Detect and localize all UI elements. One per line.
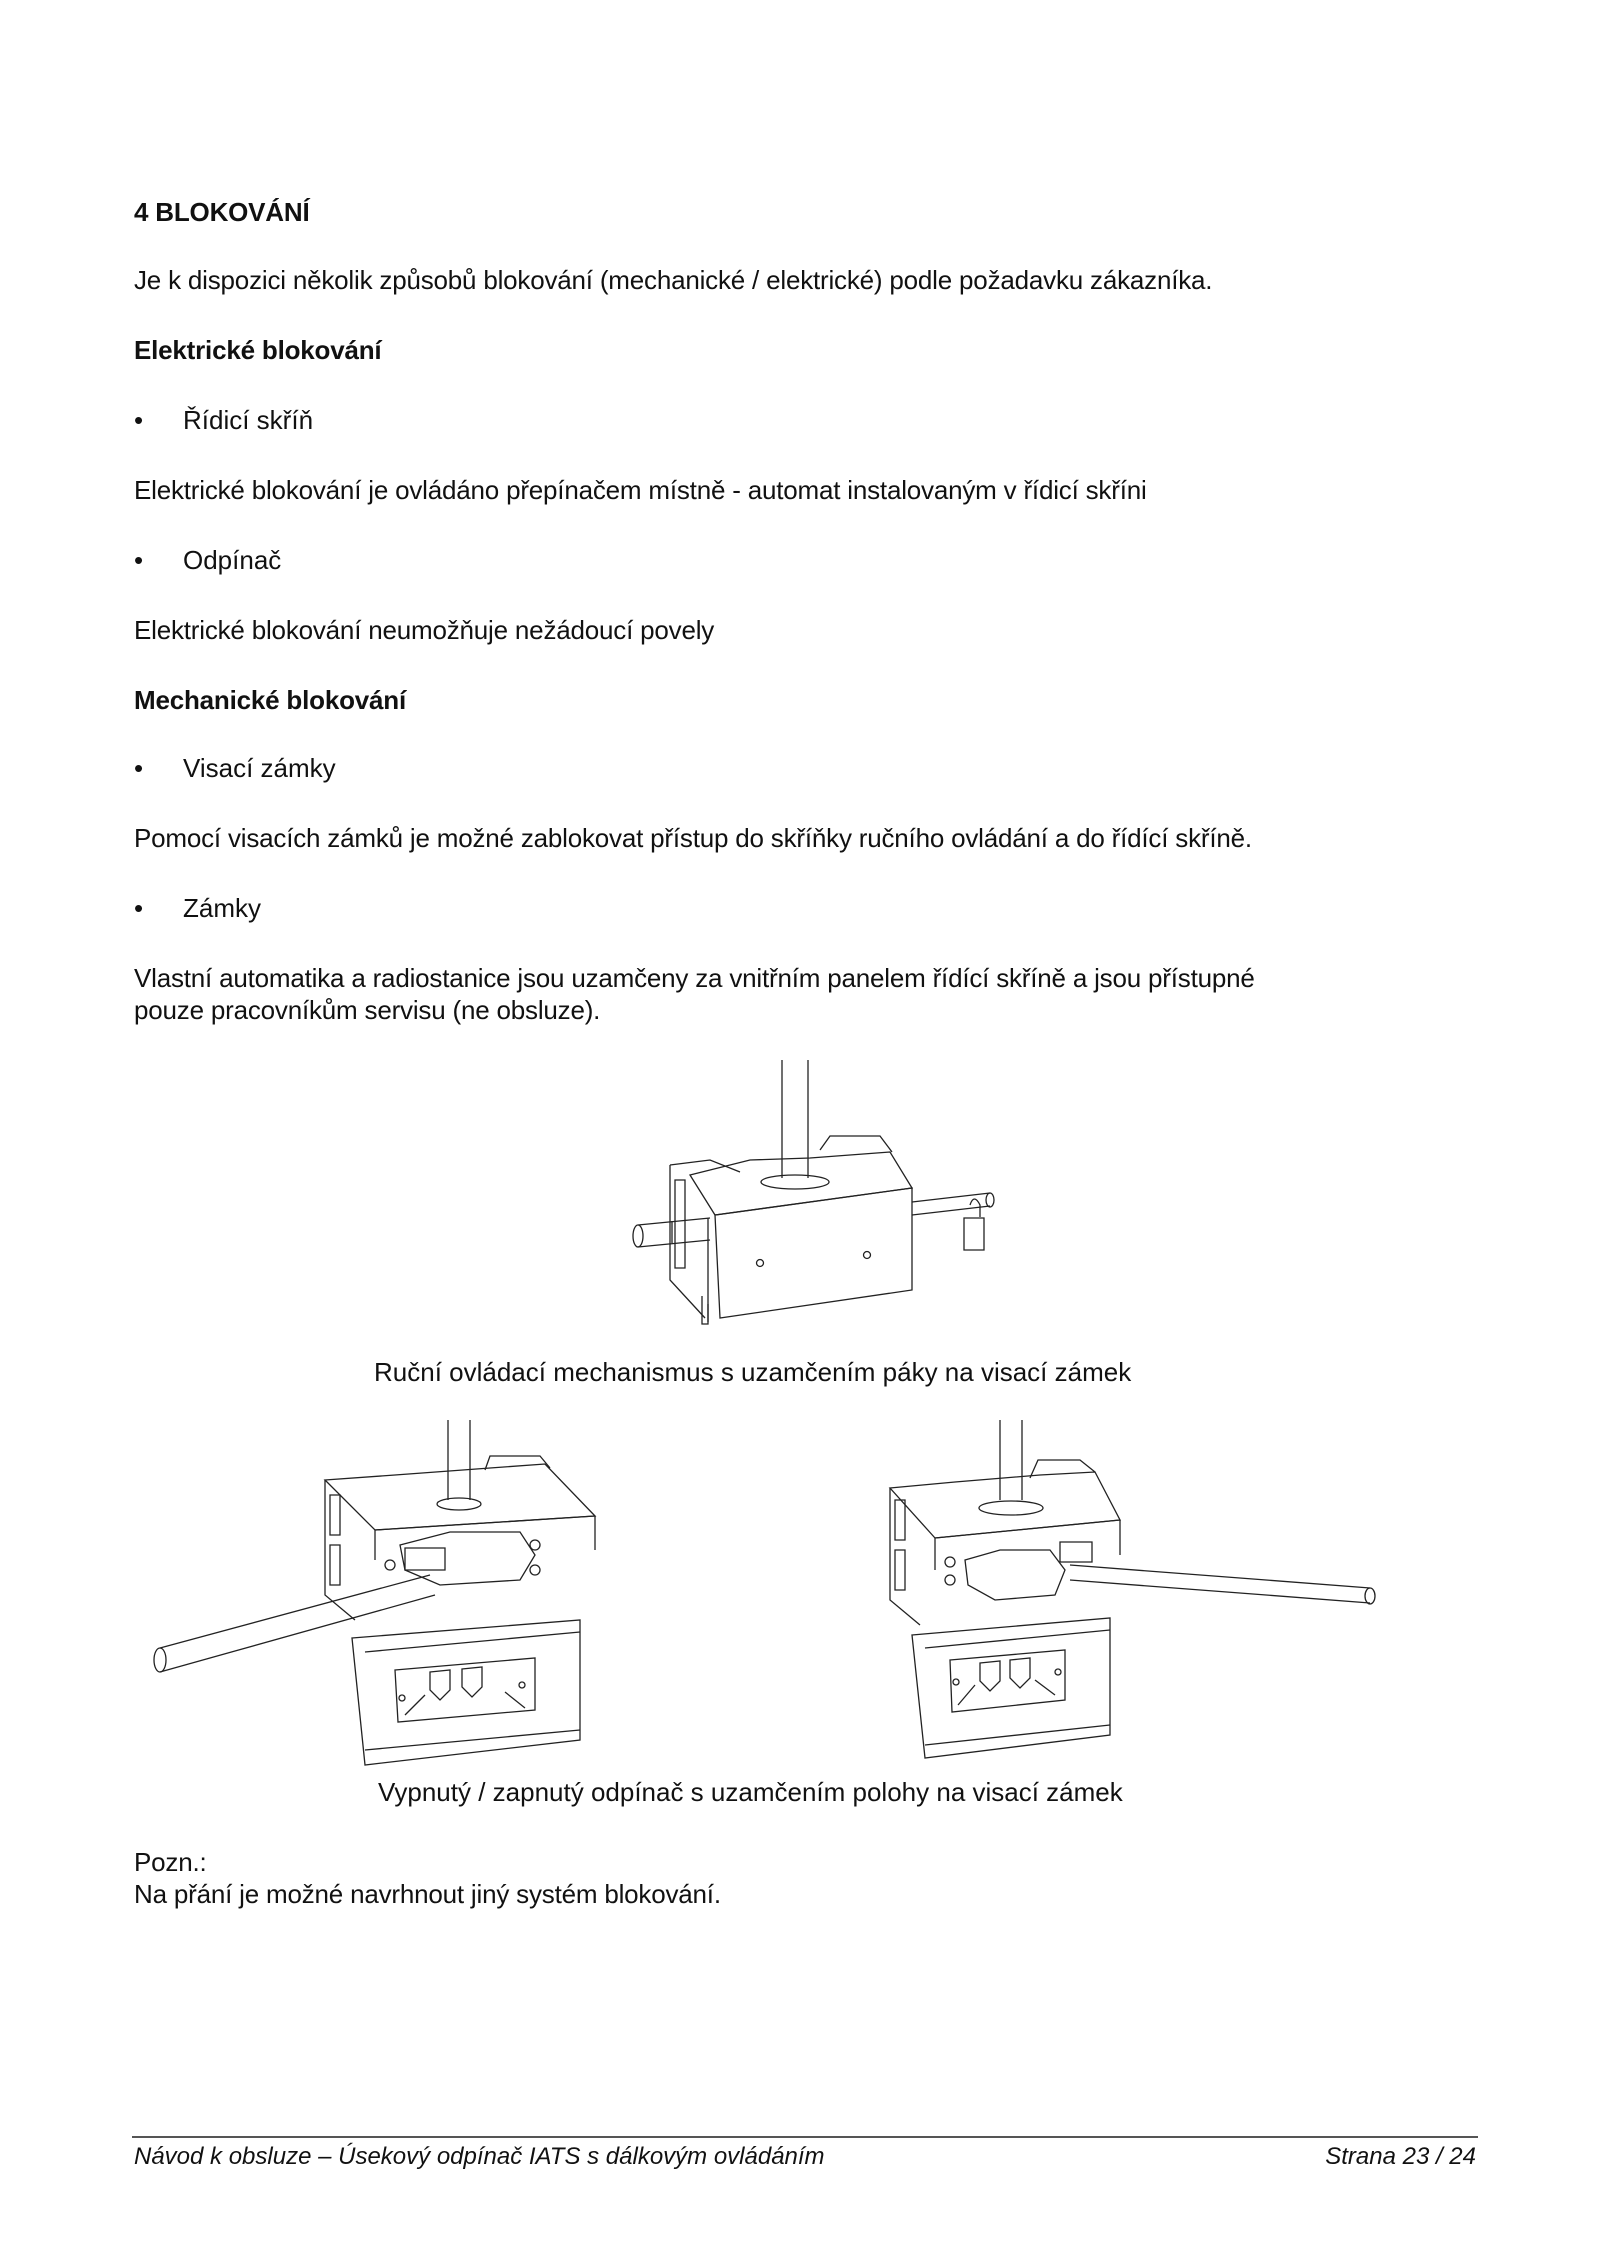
electrical-heading: Elektrické blokování xyxy=(134,335,382,365)
disconnector-off-illustration xyxy=(140,1420,620,1780)
footer-document-title: Návod k obsluze – Úsekový odpínač IATS s dálkovým ovládáním xyxy=(134,2143,825,2170)
locks-paragraph-line2: pouze pracovníkům servisu (ne obsluze). xyxy=(134,995,601,1025)
intro-paragraph: Je k dispozici několik způsobů blokování (mechanické / elektrické) podle požadavku zákazníka. xyxy=(134,265,1213,295)
note-text: Na přání je možné navrhnout jiný systém blokování. xyxy=(134,1879,721,1909)
manual-mechanism-illustration xyxy=(610,1060,1000,1330)
disconnector-on-illustration xyxy=(870,1420,1410,1780)
bullet-item-padlocks xyxy=(134,752,336,784)
bullet-icon: • xyxy=(134,893,144,923)
bullet-icon: • xyxy=(134,405,144,435)
footer-divider xyxy=(132,2136,1478,2138)
bullet-item-disconnector xyxy=(134,544,281,576)
bullet-label: Visací zámky xyxy=(183,753,336,783)
bullet-item-locks xyxy=(134,892,261,924)
control-cabinet-paragraph: Elektrické blokování je ovládáno přepínačem místně - automat instalovaným v řídicí skříni xyxy=(134,475,1147,505)
bullet-icon: • xyxy=(134,753,144,783)
footer-page-number: Strana 23 / 24 xyxy=(1325,2143,1476,2170)
disconnector-caption: Vypnutý / zapnutý odpínač s uzamčením polohy na visací zámek xyxy=(378,1777,1123,1807)
note-label: Pozn.: xyxy=(134,1847,207,1877)
section-heading: 4 BLOKOVÁNÍ xyxy=(134,197,310,227)
bullet-label: Řídicí skříň xyxy=(183,405,314,435)
disconnector-paragraph: Elektrické blokování neumožňuje nežádoucí povely xyxy=(134,615,715,645)
bullet-item-control-cabinet xyxy=(134,404,313,436)
padlocks-paragraph: Pomocí visacích zámků je možné zablokovat přístup do skříňky ručního ovládání a do řídící skříně. xyxy=(134,823,1252,853)
bullet-label: Zámky xyxy=(183,893,261,923)
locks-paragraph-line1: Vlastní automatika a radiostanice jsou uzamčeny za vnitřním panelem řídící skříně a jsou přístupné xyxy=(134,963,1255,993)
bullet-icon: • xyxy=(134,545,144,575)
mechanical-heading: Mechanické blokování xyxy=(134,685,406,715)
manual-mechanism-caption: Ruční ovládací mechanismus s uzamčením páky na visací zámek xyxy=(374,1357,1132,1387)
bullet-label: Odpínač xyxy=(183,545,282,575)
